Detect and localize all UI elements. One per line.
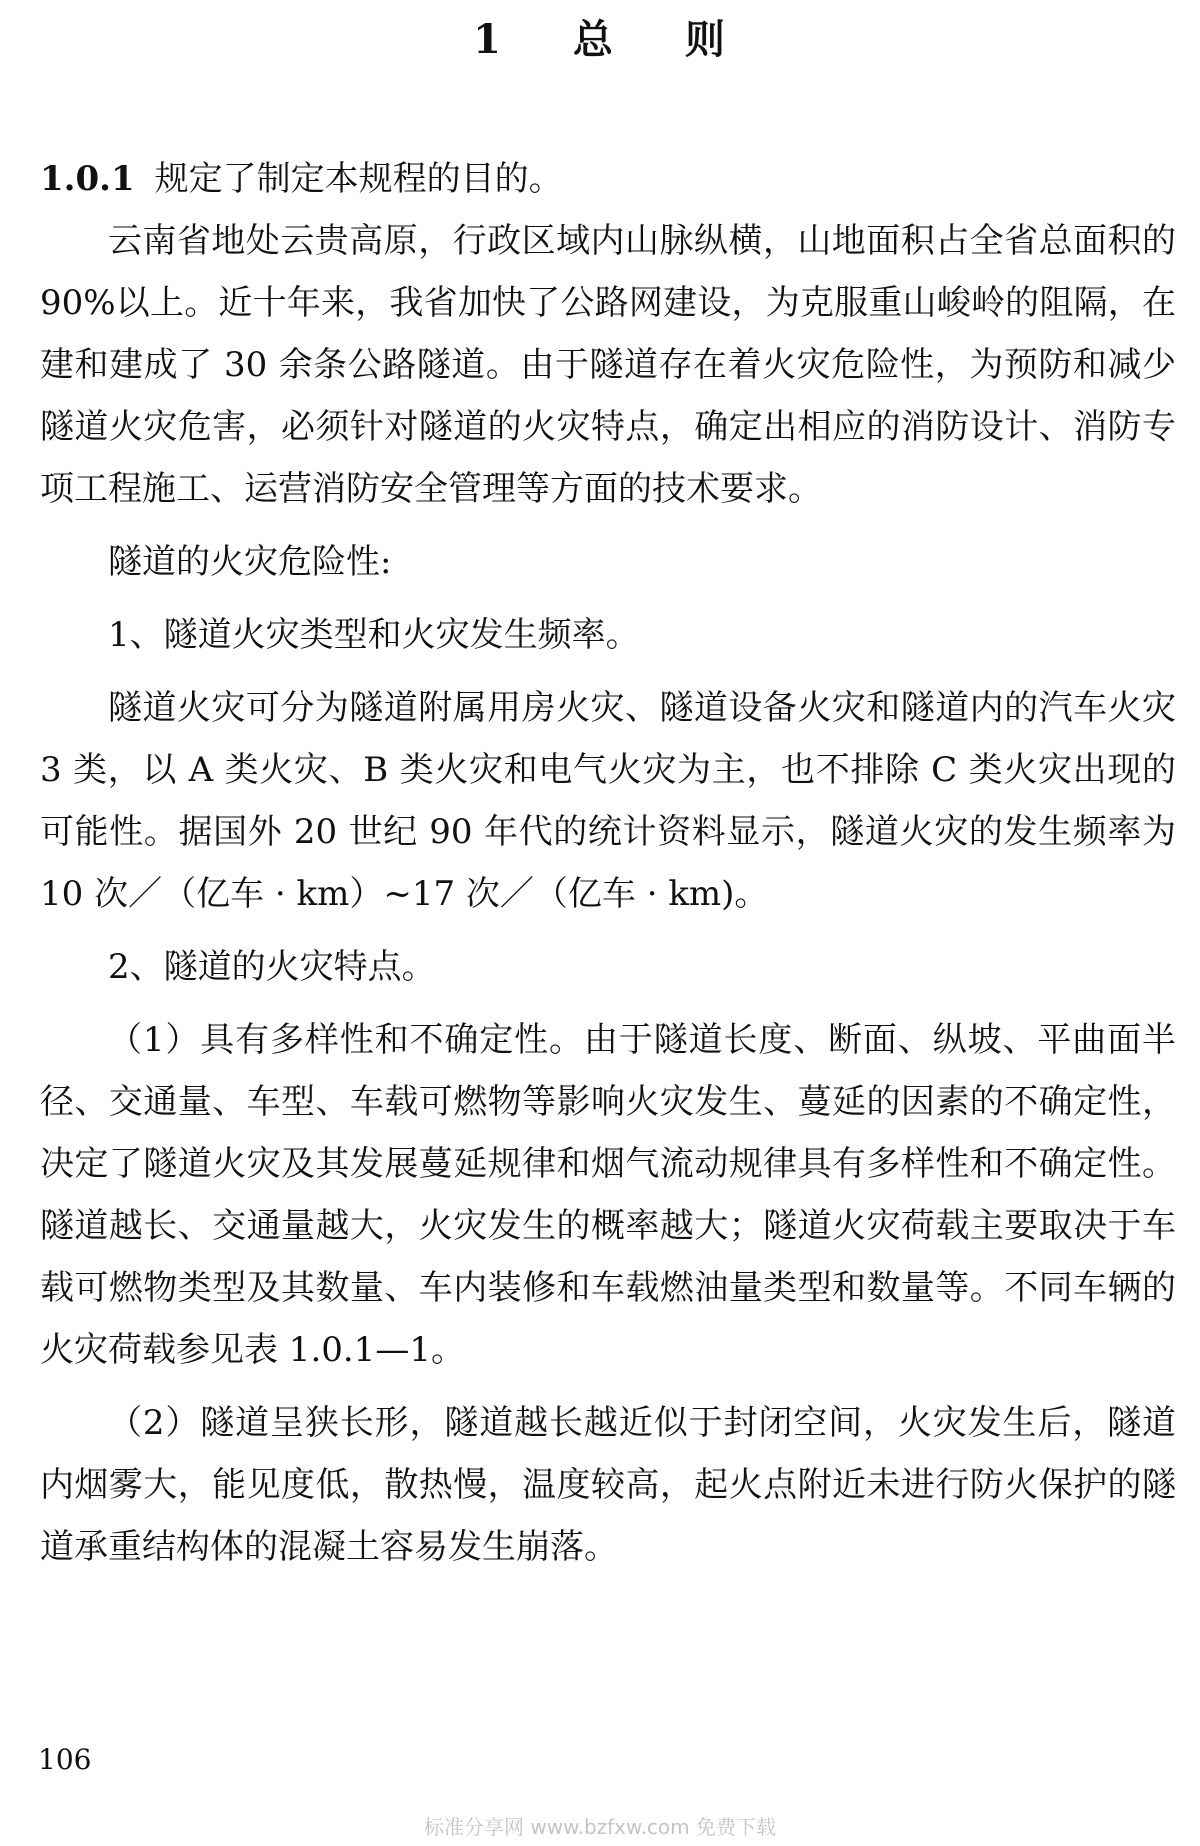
chapter-number: 1 (473, 16, 503, 63)
paragraph-purpose: 云南省地处云贵高原，行政区域内山脉纵横，山地面积占全省总面积的 90%以上。近十年来，我省加快了公路网建设，为克服重山峻岭的阻隔，在建和建成了 30 余条公路隧道。由于隧道存在着火灾危险性，为预防和减少隧道火灾危害，必须针对隧道的火灾特点，确定出相应的消防设计、消防专项工程施工、运营消防安全管理等方面的技术要求。 (40, 221, 1176, 509)
clause-number: 1.0.1 (40, 159, 135, 199)
page-number: 106 (38, 1743, 92, 1776)
chapter-title-char-2: 则 (684, 16, 727, 63)
paragraph-fire-type-heading: 1、隧道火灾类型和火灾发生频率。 (108, 615, 640, 655)
chapter-title (0, 10, 1200, 70)
body-text (40, 148, 1176, 1578)
paragraph-feature-1: （1）具有多样性和不确定性。由于隧道长度、断面、纵坡、平曲面半径、交通量、车型、车载可燃物等影响火灾发生、蔓延的因素的不确定性，决定了隧道火灾及其发展蔓延规律和烟气流动规律具有多样性和不确定性。隧道越长、交通量越大，火灾发生的概率越大；隧道火灾荷载主要取决于车载可燃物类型及其数量、车内装修和车载燃油量类型和数量等。不同车辆的火灾荷载参见表 1.0.1—1。 (40, 1020, 1176, 1370)
watermark: 标准分享网 www.bzfxw.com 免费下载 (424, 1815, 776, 1839)
clause-heading (40, 148, 1176, 210)
paragraph-fire-features-heading: 2、隧道的火灾特点。 (108, 947, 436, 987)
paragraph-feature-2: （2）隧道呈狭长形，隧道越长越近似于封闭空间，火灾发生后，隧道内烟雾大，能见度低，散热慢，温度较高，起火点附近未进行防火保护的隧道承重结构体的混凝土容易发生崩落。 (40, 1403, 1176, 1567)
paragraph-fire-types: 隧道火灾可分为隧道附属用房火灾、隧道设备火灾和隧道内的汽车火灾 3 类，以 A 类火灾、B 类火灾和电气火灾为主，也不排除 C 类火灾出现的可能性。据国外 20 世纪 90 年代的统计资料显示，隧道火灾的发生频率为 10 次／（亿车 · km）~17 次／（亿车 · km)。 (40, 688, 1176, 914)
clause-heading-text: 规定了制定本规程的目的。 (154, 159, 563, 199)
chapter-title-char-1: 总 (572, 16, 615, 63)
paragraph-fire-risk-heading: 隧道的火灾危险性: (108, 542, 392, 582)
